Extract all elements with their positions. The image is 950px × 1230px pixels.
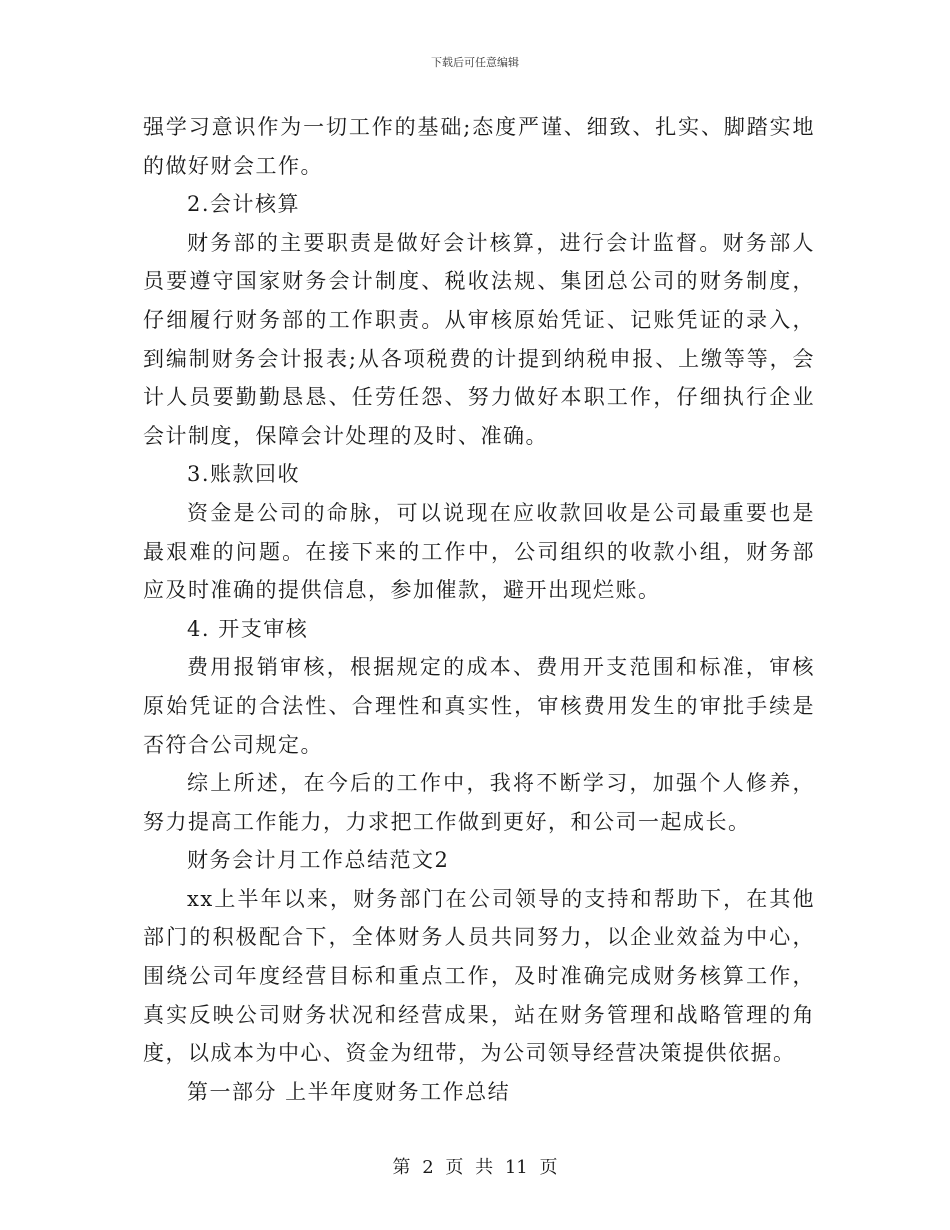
paragraph: 资金是公司的命脉，可以说现在应收款回收是公司最重要也是最艰难的问题。在接下来的工作中，公司组织的收款小组，财务部应及时准确的提供信息，参加催款，避开出现烂账。 — [143, 500, 815, 603]
page-header: 下载后可任意编辑 — [431, 56, 519, 69]
section-heading: 第一部分 上半年度财务工作总结 — [187, 1079, 511, 1104]
paragraph: 费用报销审核，根据规定的成本、费用开支范围和标准，审核原始凭证的合法性、合理性和真实性，审核费用发生的审批手续是否符合公司规定。 — [143, 655, 815, 757]
document-body — [143, 108, 815, 1111]
page-number: 第 2 页 共 11 页 — [392, 1157, 558, 1178]
section-heading: 2.会计核算 — [187, 192, 301, 217]
paragraph: 综上所述，在今后的工作中，我将不断学习，加强个人修养，努力提高工作能力，力求把工作做到更好，和公司一起成长。 — [143, 771, 815, 834]
section-heading: 3.账款回收 — [187, 462, 301, 487]
paragraph: 财务部的主要职责是做好会计核算，进行会计监督。财务部人员要遵守国家财务会计制度、税收法规、集团总公司的财务制度，仔细履行财务部的工作职责。从审核原始凭证、记账凭证的录入，到编制财务会计报表;从各项税费的计提到纳税申报、上缴等等，会计人员要勤勤恳恳、任劳任怨、努力做好本职工作，仔细执行企业会计制度，保障会计处理的及时、准确。 — [143, 230, 815, 448]
paragraph: xx上半年以来，财务部门在公司领导的支持和帮助下，在其他部门的积极配合下，全体财务人员共同努力，以企业效益为中心，围绕公司年度经营目标和重点工作，及时准确完成财务核算工作，真实反映公司财务状况和经营成果，站在财务管理和战略管理的角度，以成本为中心、资金为纽带，为公司领导经营决策提供依据。 — [143, 886, 815, 1066]
document-subtitle: 财务会计月工作总结范文2 — [187, 848, 450, 873]
section-heading: 4. 开支审核 — [187, 616, 309, 641]
paragraph: 强学习意识作为一切工作的基础;态度严谨、细致、扎实、脚踏实地的做好财会工作。 — [143, 115, 815, 178]
